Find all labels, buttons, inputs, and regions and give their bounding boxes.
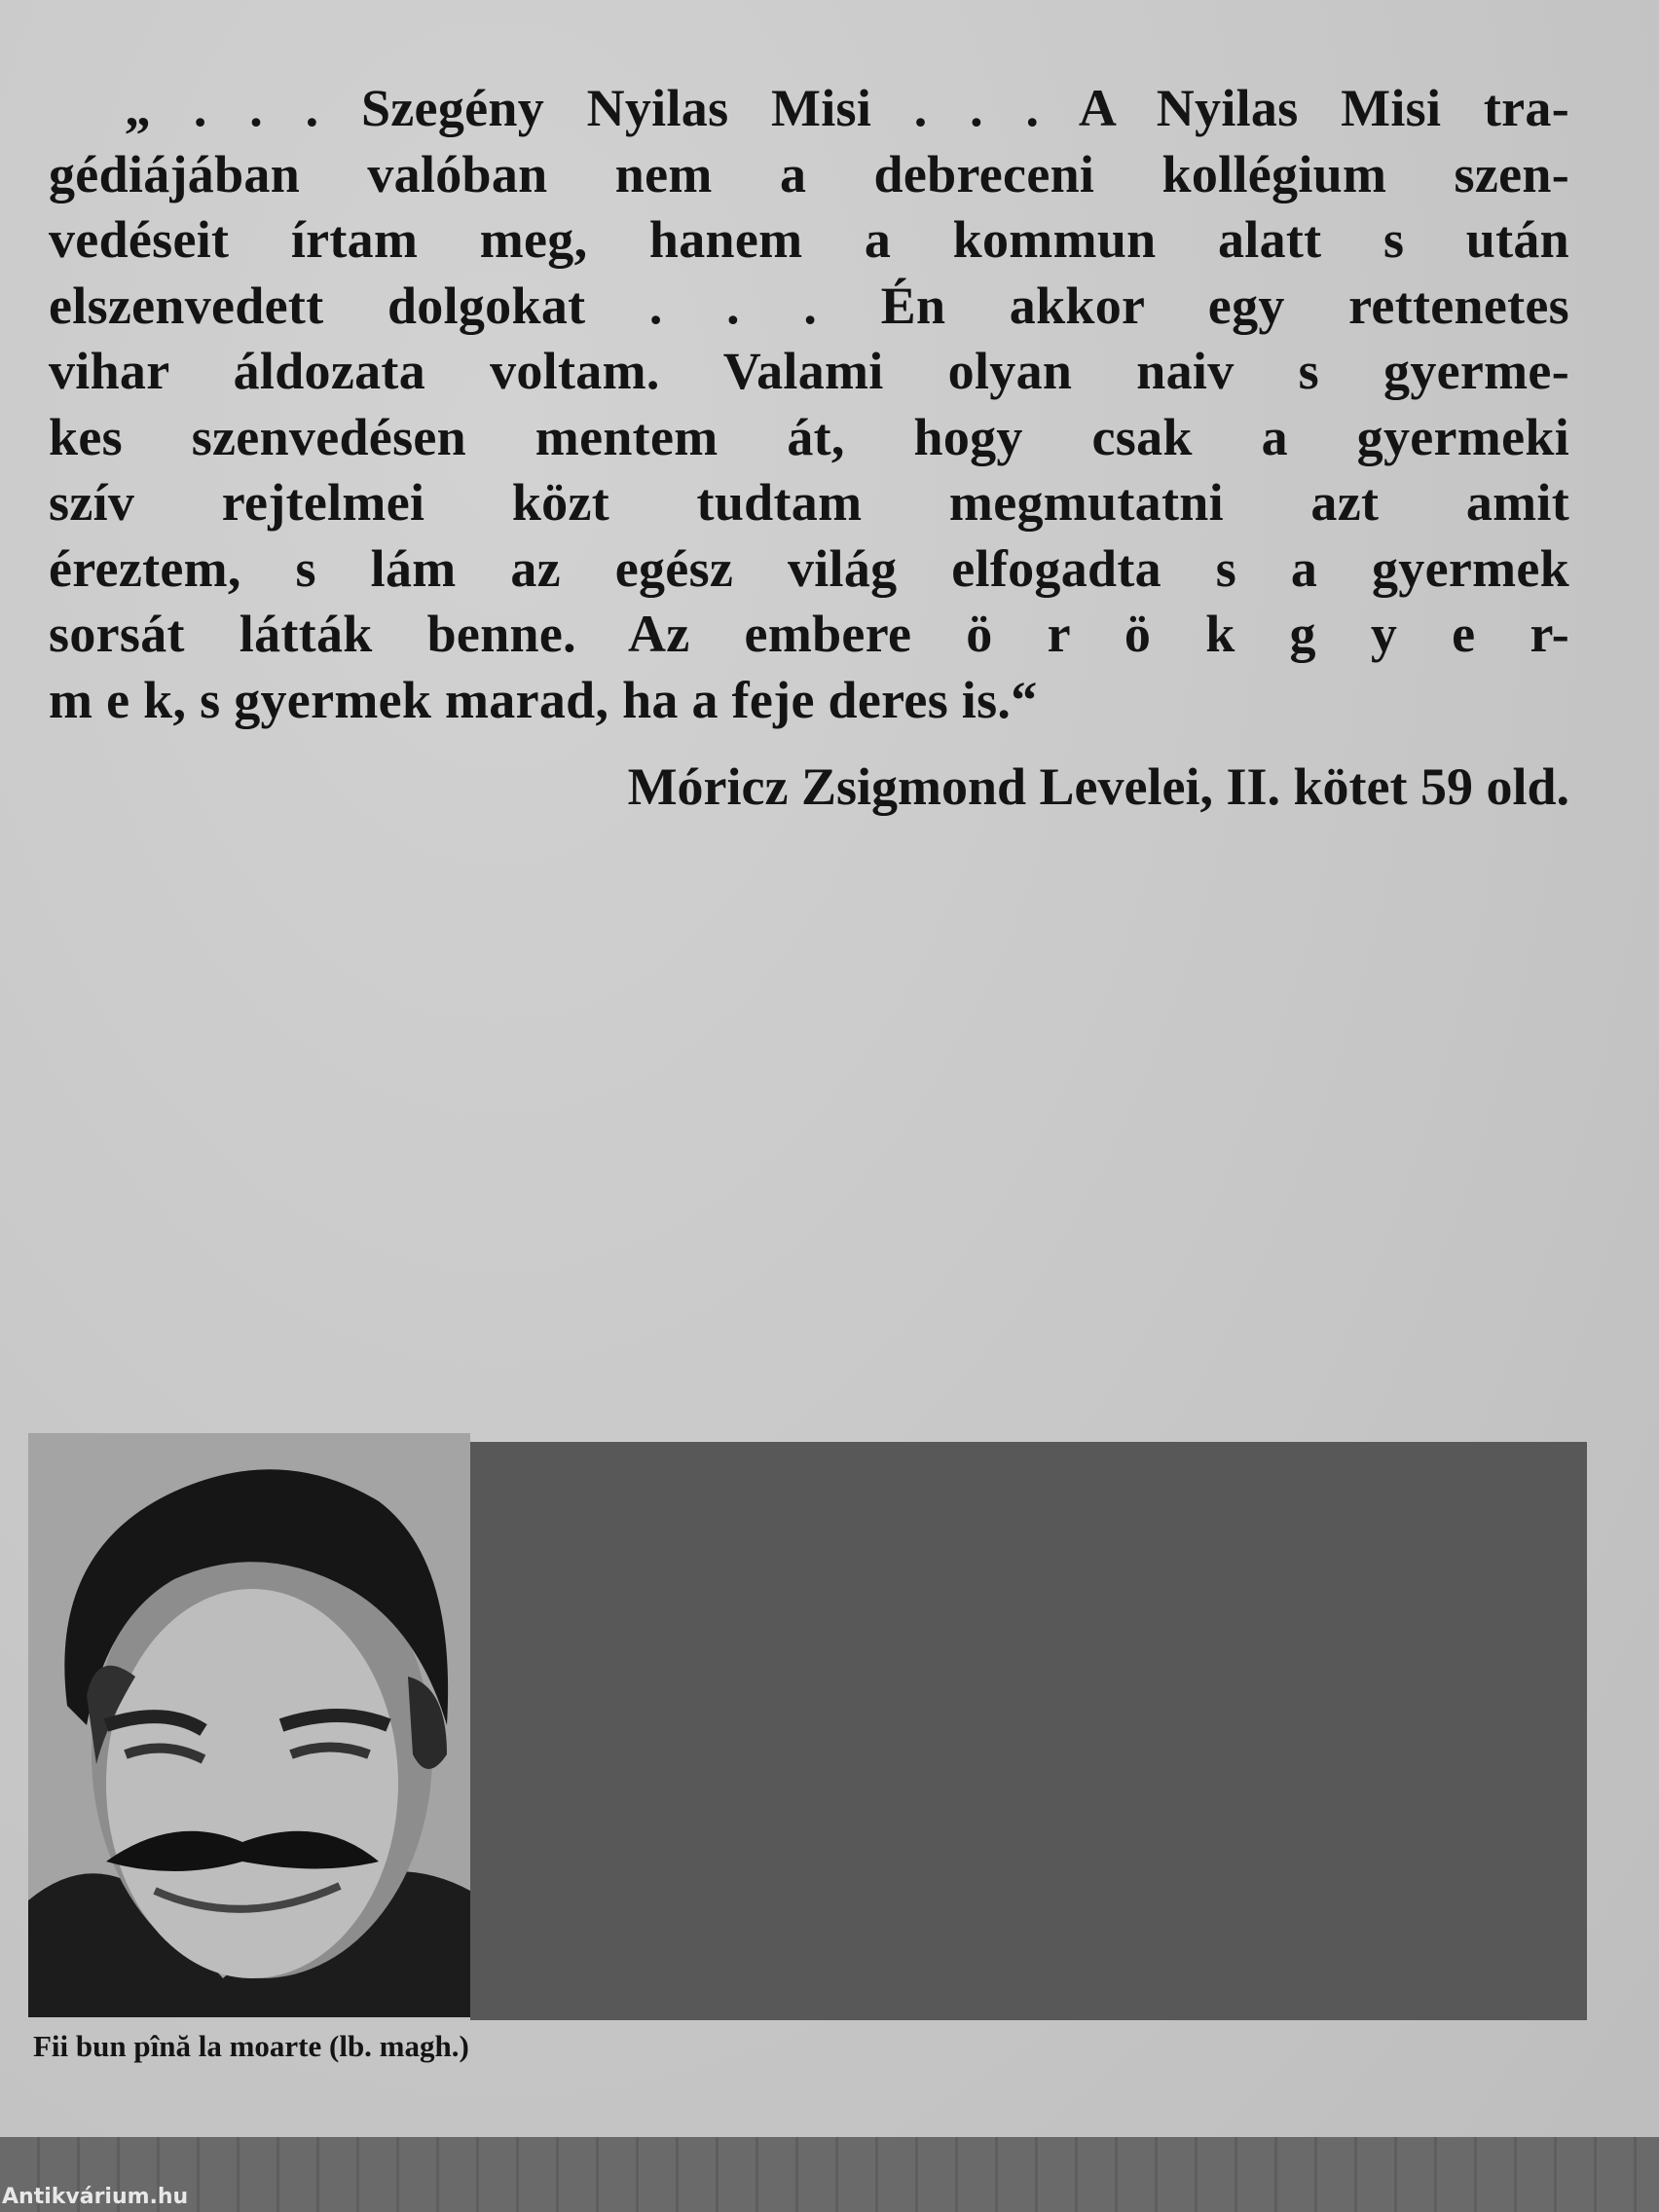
quote-line: éreztem, s lám az egész világ elfogadta s a gyermek xyxy=(49,538,1569,598)
quote-line: elszenvedett dolgokat . . . Én akkor egy rettenetes xyxy=(49,276,1569,335)
quote-line: sorsát látták benne. Az embere ö r ö k g y e r- xyxy=(49,605,1569,663)
dark-panel xyxy=(470,1442,1587,2020)
watermark: Antikvárium.hu xyxy=(2,2185,189,2209)
quote-line: gédiájában valóban nem a debreceni kollégium szen- xyxy=(49,144,1569,203)
bottom-edge-strip xyxy=(0,2137,1659,2212)
quote-line: szív rejtelmei közt tudtam megmutatni azt amit xyxy=(49,473,1569,532)
quote-line: kes szenvedésen mentem át, hogy csak a gyermeki xyxy=(49,407,1569,466)
quote-line: „ . . . Szegény Nyilas Misi . . . A Nyilas Misi tra- xyxy=(125,79,1569,137)
quote-line: vedéseit írtam meg, hanem a kommun alatt s után xyxy=(49,210,1569,269)
author-portrait xyxy=(28,1433,470,2017)
quote-line: vihar áldozata voltam. Valami olyan naiv s gyerme- xyxy=(49,342,1569,400)
quote-block xyxy=(49,76,1569,733)
photo-caption: Fii bun pînă la moarte (lb. magh.) xyxy=(33,2029,469,2063)
quote-attribution: Móricz Zsigmond Levelei, II. kötet 59 old. xyxy=(627,757,1569,816)
quote-line: m e k, s gyermek marad, ha a feje deres is.“ xyxy=(49,670,1038,729)
